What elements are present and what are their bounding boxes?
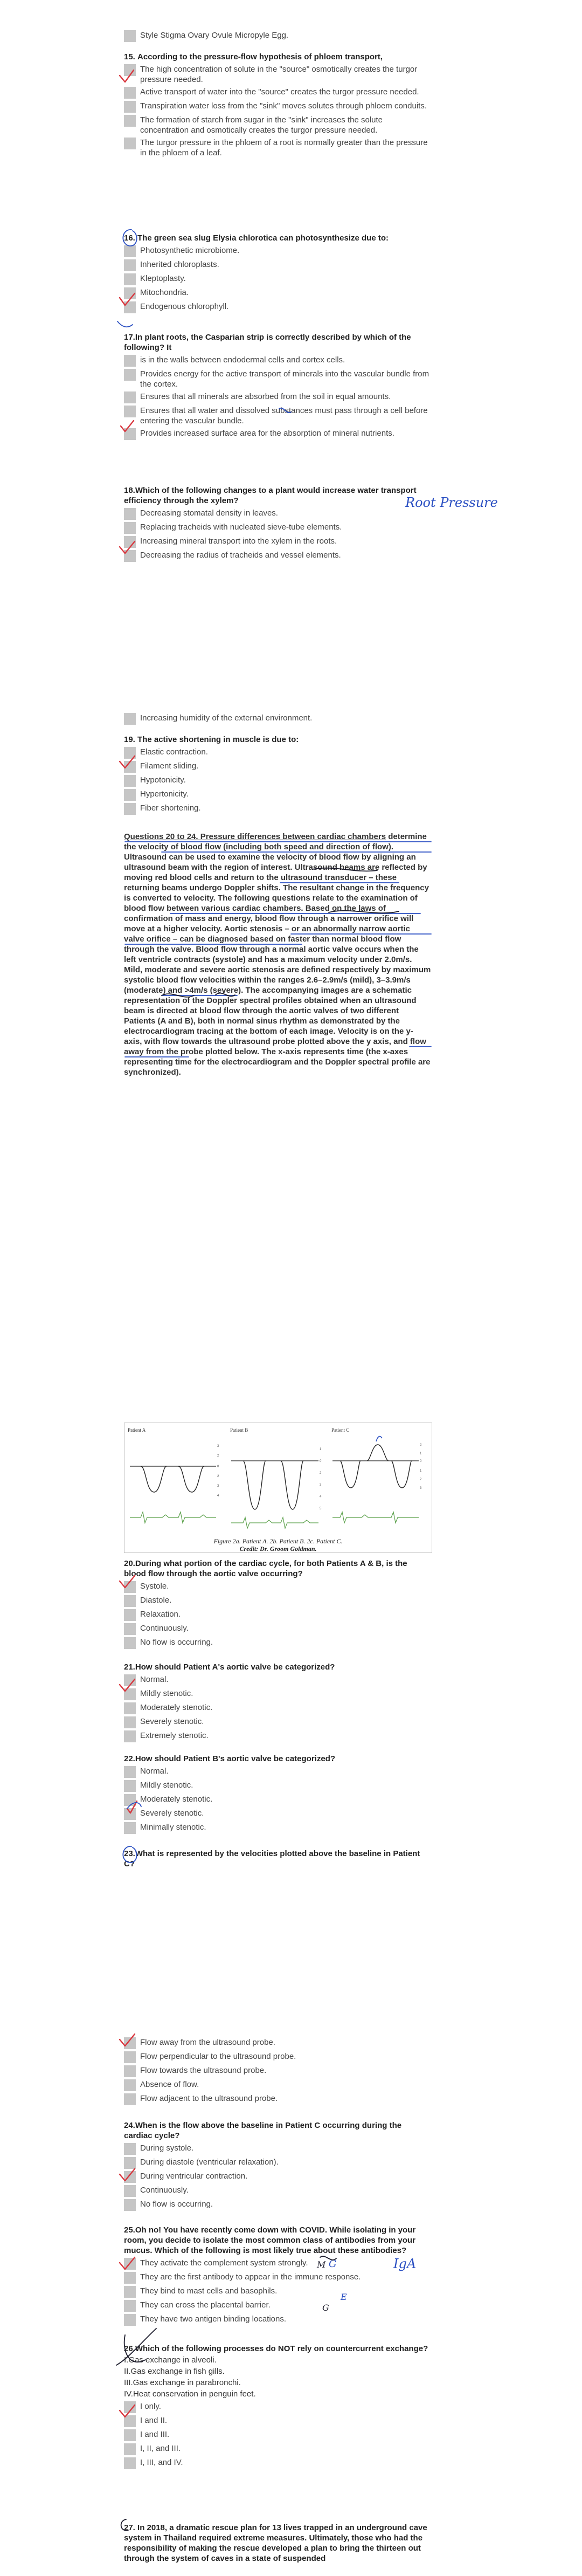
ink-mark xyxy=(376,1437,382,1441)
ecg-a xyxy=(130,1512,216,1523)
option-b[interactable]: Mildly stenotic. xyxy=(124,1688,431,1700)
question-number: 25. xyxy=(124,2225,135,2235)
panel-label-c: Patient C xyxy=(331,1427,350,1433)
option-c[interactable]: Hypotonicity. xyxy=(124,775,431,787)
option-e[interactable]: No flow is occurring. xyxy=(124,2199,431,2211)
option-a[interactable]: They activate the complement system strongly. xyxy=(124,2258,431,2270)
option-e[interactable]: They have two antigen binding locations. xyxy=(124,2314,431,2326)
option-e[interactable]: Provides increased surface area for the absorption of mineral nutrients. xyxy=(124,428,431,440)
question-stem: The active shortening in muscle is due to: xyxy=(137,735,299,744)
checkbox[interactable] xyxy=(124,138,136,149)
question-number: 17. xyxy=(124,333,135,342)
option-d[interactable]: They can cross the placental barrier. xyxy=(124,2300,431,2312)
roman-item: I.Gas exchange in alveoli. xyxy=(124,2355,217,2365)
checkbox[interactable] xyxy=(124,273,136,285)
option-e[interactable]: Fiber shortening. xyxy=(124,803,431,815)
option-b[interactable]: Active transport of water into the "source" creates the turgor pressure needed. xyxy=(124,87,431,99)
svg-text:0: 0 xyxy=(320,1460,322,1463)
checkbox[interactable] xyxy=(124,2286,136,2298)
checkbox[interactable] xyxy=(124,87,136,99)
option-d[interactable]: Severely stenotic. xyxy=(124,1716,431,1728)
question-number: 21. xyxy=(124,1663,135,1672)
question-27 xyxy=(124,2523,431,2565)
checkbox[interactable] xyxy=(124,1794,136,1806)
question-stem: The green sea slug Elysia chlorotica can photosynthesize due to: xyxy=(137,233,389,243)
checkbox[interactable] xyxy=(124,1702,136,1714)
checkbox[interactable] xyxy=(124,1766,136,1778)
option-a[interactable]: Decreasing stomatal density in leaves. xyxy=(124,508,431,520)
question-stem: What is represented by the velocities plotted above the baseline in Patient C? xyxy=(124,1849,420,1869)
checkbox[interactable] xyxy=(124,2272,136,2284)
question-number: 18. xyxy=(124,486,135,495)
roman-item: IV.Heat conservation in penguin feet. xyxy=(124,2389,256,2399)
checkbox[interactable] xyxy=(124,2429,136,2441)
checkbox[interactable] xyxy=(124,245,136,257)
checkbox[interactable] xyxy=(124,1822,136,1834)
checkbox[interactable] xyxy=(124,355,136,367)
doppler-panels xyxy=(124,1423,432,1536)
checkbox[interactable] xyxy=(124,30,136,42)
question-stem: How should Patient B's aortic valve be categorized? xyxy=(135,1754,336,1763)
option-c[interactable]: Relaxation. xyxy=(124,1609,431,1621)
panel-label-b: Patient B xyxy=(230,1427,248,1433)
doppler-trace-c xyxy=(340,1461,361,1488)
option-a[interactable]: The high concentration of solute in the "source" osmotically creates the turgor pressure needed. xyxy=(124,64,431,85)
checkbox[interactable] xyxy=(124,2051,136,2063)
checkbox[interactable] xyxy=(124,101,136,113)
figure-caption: Figure 2a. Patient A. 2b. Patient B. 2c. Patient C. xyxy=(213,1537,343,1545)
option-b[interactable]: During diastole (ventricular relaxation). xyxy=(124,2157,431,2169)
checkbox[interactable] xyxy=(124,2171,136,2183)
checkbox[interactable] xyxy=(124,2065,136,2077)
checkbox[interactable] xyxy=(124,2093,136,2105)
handwritten-note: Root Pressure xyxy=(405,495,498,510)
ecg-b xyxy=(231,1517,318,1528)
option-a[interactable]: I only. xyxy=(124,2401,431,2413)
question-stem: How should Patient A's aortic valve be categorized? xyxy=(135,1663,335,1672)
checkbox[interactable] xyxy=(124,2314,136,2326)
checkbox[interactable] xyxy=(124,508,136,520)
option-a[interactable]: During systole. xyxy=(124,2143,431,2155)
option-b[interactable]: Inherited chloroplasts. xyxy=(124,259,431,271)
svg-text:1: 1 xyxy=(420,1469,422,1473)
option-c[interactable]: Transpiration water loss from the "sink" moves solutes through phloem conduits. xyxy=(124,101,431,113)
question-26 xyxy=(124,2344,431,2471)
svg-text:2: 2 xyxy=(320,1472,322,1475)
checkbox[interactable] xyxy=(124,1716,136,1728)
handwritten-g2: G xyxy=(322,2303,329,2313)
checkbox[interactable] xyxy=(124,2415,136,2427)
svg-text:5: 5 xyxy=(320,1507,322,1510)
checkbox[interactable] xyxy=(124,1688,136,1700)
checkbox[interactable] xyxy=(124,2443,136,2455)
checkbox[interactable] xyxy=(124,1609,136,1621)
handwritten-e: E xyxy=(341,2292,347,2302)
ecg-c xyxy=(332,1512,419,1523)
doppler-figure xyxy=(124,1423,432,1553)
option-a[interactable]: Systole. xyxy=(124,1581,431,1593)
question-16 xyxy=(124,233,431,315)
question-number: 23. xyxy=(124,1849,135,1858)
question-number: 19. xyxy=(124,735,135,744)
checkbox[interactable] xyxy=(124,1780,136,1792)
checkbox[interactable] xyxy=(124,1581,136,1593)
passage-body: determine the velocity of blood flow (including both speed and direction of flow). Ultrasound can be used to examine the velocity of blood flow by aligning an ultrasound beam with the region of interest. Ultrasound beams are reflected by moving red blood cells and return to the ultrasound transducer – these returning beams undergo Doppler shifts. The resultant change in the frequency is converted to velocity. The following questions relate to the examination of blood flow between various cardiac chambers. Based on the laws of confirmation of mass and energy, blood flow through a narrower orifice will move at a higher velocity. Aortic stenosis – or an abnormally narrow aortic valve orifice – can be diagnosed based on faster than normal blood flow through the valve. Blood flow through a normal aortic valve occurs when the left ventricle contracts (systole) and has a maximum velocity under 2.0m/s. Mild, moderate and severe aortic stenosis are defined respectively by maximum systolic blood flow velocities within the ranges 2.6–2.9m/s (mild), 3–3.9m/s (moderate) and >4m/s (severe). The accompanying images are a schematic representation of the Doppler spectral profiles obtained when an ultrasound beam is directed at blood flow through the aortic valves of two different Patients (A and B), both in normal sinus rhythm as demonstrated by the electrocardiogram tracing at the bottom of each image. Velocity is on the y-axis, with flow towards the ultrasound probe plotted above the y axis, and flow away from the probe plotted below. The x-axis represents time (the x-axes representing time for the electrocardiogram and the Doppler spectral profile are synchronized). xyxy=(124,832,431,1077)
checkbox[interactable] xyxy=(124,550,136,562)
checkbox[interactable] xyxy=(124,2079,136,2091)
option-d[interactable]: Decreasing the radius of tracheids and vessel elements. xyxy=(124,550,431,562)
option-c[interactable]: During ventricular contraction. xyxy=(124,2171,431,2183)
doppler-trace-b2 xyxy=(281,1461,303,1509)
option-a[interactable]: Flow away from the ultrasound probe. xyxy=(124,2037,431,2049)
question-stem: Which of the following changes to a plant would increase water transport efficiency through the xylem? xyxy=(124,486,417,505)
checkbox[interactable] xyxy=(124,2300,136,2312)
question-stem: Oh no! You have recently come down with COVID. While isolating in your room, you decide to isolate the most common class of antibodies from your mucus. Which of the following is most likely true about these antibodies? xyxy=(124,2225,416,2255)
question-number: 16. xyxy=(124,233,135,243)
question-15 xyxy=(124,52,431,160)
option-b[interactable]: I and II. xyxy=(124,2415,431,2427)
question-18-continued xyxy=(124,711,431,727)
svg-text:3: 3 xyxy=(217,1445,219,1448)
checkbox[interactable] xyxy=(124,287,136,299)
option-d[interactable]: Absence of flow. xyxy=(124,2079,431,2091)
roman-item: II.Gas exchange in fish gills. xyxy=(124,2367,225,2376)
handwritten-m: M xyxy=(317,2259,326,2270)
handwritten-g: G xyxy=(329,2258,337,2270)
svg-text:2: 2 xyxy=(217,1454,219,1458)
checkbox[interactable] xyxy=(124,775,136,787)
option-d[interactable]: Continuously. xyxy=(124,2185,431,2197)
question-24 xyxy=(124,2120,431,2213)
svg-text:2: 2 xyxy=(420,1444,422,1447)
option-d[interactable]: Ensures that all water and dissolved substances must pass through a cell before entering the vascular bundle. xyxy=(124,406,431,426)
checkbox[interactable] xyxy=(124,522,136,534)
option-d[interactable]: The formation of starch from sugar in the "sink" increases the solute concentration and osmotically creates the turgor pressure needed. xyxy=(124,115,431,135)
option-b[interactable]: They are the first antibody to appear in the immune response. xyxy=(124,2272,431,2284)
checkbox[interactable] xyxy=(124,1808,136,1820)
option-c[interactable]: Increasing mineral transport into the xylem in the roots. xyxy=(124,536,431,548)
svg-text:0: 0 xyxy=(420,1460,422,1463)
option-c[interactable]: Moderately stenotic. xyxy=(124,1702,431,1714)
checkbox[interactable] xyxy=(124,64,136,76)
option-e[interactable]: Endogenous chlorophyll. xyxy=(124,301,431,313)
doppler-trace-a2 xyxy=(178,1466,204,1492)
option-d[interactable]: Severely stenotic. xyxy=(124,1808,431,1820)
checkbox[interactable] xyxy=(124,1637,136,1649)
handwritten-iga: IgA xyxy=(393,2256,417,2271)
svg-text:1: 1 xyxy=(320,1448,322,1451)
checkbox[interactable] xyxy=(124,406,136,417)
question-17 xyxy=(124,332,431,442)
question-22 xyxy=(124,1754,431,1836)
passage xyxy=(124,832,431,1077)
option-e[interactable]: Increasing humidity of the external environment. xyxy=(124,713,431,725)
checkbox[interactable] xyxy=(124,1623,136,1635)
checkbox[interactable] xyxy=(124,1595,136,1607)
option-b[interactable]: Diastole. xyxy=(124,1595,431,1607)
question-stem: According to the pressure-flow hypothesis of phloem transport, xyxy=(137,52,383,61)
panel-label-a: Patient A xyxy=(128,1427,146,1433)
option-e[interactable]: The turgor pressure in the phloem of a root is normally greater than the pressure in the phloem of a leaf. xyxy=(124,138,431,158)
doppler-trace-c2 xyxy=(391,1461,412,1488)
svg-text:3: 3 xyxy=(420,1487,422,1490)
option-d[interactable]: Hypertonicity. xyxy=(124,789,431,801)
option-a[interactable]: Photosynthetic microbiome. xyxy=(124,245,431,257)
option-d[interactable]: Mitochondria. xyxy=(124,287,431,299)
option-c[interactable]: Kleptoplasty. xyxy=(124,273,431,285)
question-stem: In plant roots, the Casparian strip is correctly described by which of the following? It xyxy=(124,333,411,352)
question-stem: When is the flow above the baseline in Patient C occurring during the cardiac cycle? xyxy=(124,2121,402,2140)
checkbox[interactable] xyxy=(124,2457,136,2469)
option[interactable]: Style Stigma Ovary Ovule Micropyle Egg. xyxy=(124,30,431,42)
question-number: 20. xyxy=(124,1559,135,1568)
checkbox[interactable] xyxy=(124,2199,136,2211)
checkbox[interactable] xyxy=(124,803,136,815)
checkbox[interactable] xyxy=(124,2401,136,2413)
option-c[interactable]: Flow towards the ultrasound probe. xyxy=(124,2065,431,2077)
question-21 xyxy=(124,1662,431,1744)
checkbox[interactable] xyxy=(124,2258,136,2270)
checkbox[interactable] xyxy=(124,259,136,271)
question-stem: Which of the following processes do NOT rely on countercurrent exchange? xyxy=(135,2344,428,2353)
option-d[interactable]: I, II, and III. xyxy=(124,2443,431,2455)
option-e[interactable]: Extremely stenotic. xyxy=(124,1730,431,1742)
question-23 xyxy=(124,1849,431,1870)
doppler-trace-c-up xyxy=(367,1445,389,1461)
svg-text:4: 4 xyxy=(217,1494,219,1497)
mark-q17 xyxy=(117,321,133,327)
checkbox[interactable] xyxy=(124,2157,136,2169)
svg-text:3: 3 xyxy=(217,1485,219,1488)
q14-tail xyxy=(124,28,431,44)
option-c[interactable]: I and III. xyxy=(124,2429,431,2441)
svg-text:3: 3 xyxy=(320,1483,322,1487)
doppler-trace-b xyxy=(243,1461,266,1509)
option-e[interactable]: Minimally stenotic. xyxy=(124,1822,431,1834)
option-a[interactable]: is in the walls between endodermal cells and cortex cells. xyxy=(124,355,431,367)
option-b[interactable]: Replacing tracheids with nucleated sieve-tube elements. xyxy=(124,522,431,534)
question-number: 22. xyxy=(124,1754,135,1763)
option-c[interactable]: Moderately stenotic. xyxy=(124,1794,431,1806)
svg-text:2: 2 xyxy=(420,1478,422,1481)
question-number: 15. xyxy=(124,52,135,61)
figure-credit: Credit: Dr. Groom Goldman. xyxy=(239,1545,317,1553)
option-e[interactable]: No flow is occurring. xyxy=(124,1637,431,1649)
checkbox[interactable] xyxy=(124,1674,136,1686)
svg-text:0: 0 xyxy=(217,1465,219,1468)
question-stem: In 2018, a dramatic rescue plan for 13 lives trapped in an underground cave system in Thailand required extreme measures. Ultimately, those who had the responsibility of making the rescue developed a plan to bring the thirteen out through the system of caves in a state of suspended xyxy=(124,2523,427,2563)
svg-text:4: 4 xyxy=(320,1495,322,1499)
checkbox[interactable] xyxy=(124,428,136,440)
checkbox[interactable] xyxy=(124,2185,136,2197)
question-number: 27. xyxy=(124,2523,135,2532)
option-e[interactable]: Flow adjacent to the ultrasound probe. xyxy=(124,2093,431,2105)
question-23-options xyxy=(124,2035,431,2107)
question-number: 26. xyxy=(124,2344,135,2353)
checkbox[interactable] xyxy=(124,713,136,725)
question-number: 24. xyxy=(124,2121,135,2130)
option-b[interactable]: Flow perpendicular to the ultrasound probe. xyxy=(124,2051,431,2063)
checkbox[interactable] xyxy=(124,747,136,759)
passage-lead: Questions 20 to 24. Pressure differences between cardiac chambers xyxy=(124,832,386,841)
svg-text:1: 1 xyxy=(420,1452,422,1455)
option-b[interactable]: Filament sliding. xyxy=(124,761,431,773)
option-b[interactable]: Provides energy for the active transport of minerals into the vascular bundle from the cortex. xyxy=(124,369,431,389)
question-25 xyxy=(124,2225,431,2328)
roman-item: III.Gas exchange in parabronchi. xyxy=(124,2378,241,2387)
checkbox[interactable] xyxy=(124,2037,136,2049)
option-c[interactable]: Ensures that all minerals are absorbed from the soil in equal amounts. xyxy=(124,391,431,403)
option-c[interactable]: They bind to mast cells and basophils. xyxy=(124,2286,431,2298)
question-19 xyxy=(124,734,431,817)
question-stem: During what portion of the cardiac cycle, for both Patients A & B, is the blood flow through the aortic valve occurring? xyxy=(124,1559,407,1578)
option-a[interactable]: Elastic contraction. xyxy=(124,747,431,759)
checkbox[interactable] xyxy=(124,1730,136,1742)
checkbox[interactable] xyxy=(124,536,136,548)
question-20 xyxy=(124,1558,431,1651)
question-18 xyxy=(124,485,431,564)
checkbox[interactable] xyxy=(124,2143,136,2155)
checkbox[interactable] xyxy=(124,115,136,127)
option-a[interactable]: Normal. xyxy=(124,1674,431,1686)
checkbox[interactable] xyxy=(124,761,136,773)
doppler-trace-a xyxy=(141,1466,167,1492)
option-b[interactable]: Mildly stenotic. xyxy=(124,1780,431,1792)
checkbox[interactable] xyxy=(124,301,136,313)
checkbox[interactable] xyxy=(124,789,136,801)
option-e[interactable]: I, III, and IV. xyxy=(124,2457,431,2469)
option-a[interactable]: Normal. xyxy=(124,1766,431,1778)
option-d[interactable]: Continuously. xyxy=(124,1623,431,1635)
checkbox[interactable] xyxy=(124,369,136,381)
svg-text:2: 2 xyxy=(217,1475,219,1478)
checkbox[interactable] xyxy=(124,391,136,403)
